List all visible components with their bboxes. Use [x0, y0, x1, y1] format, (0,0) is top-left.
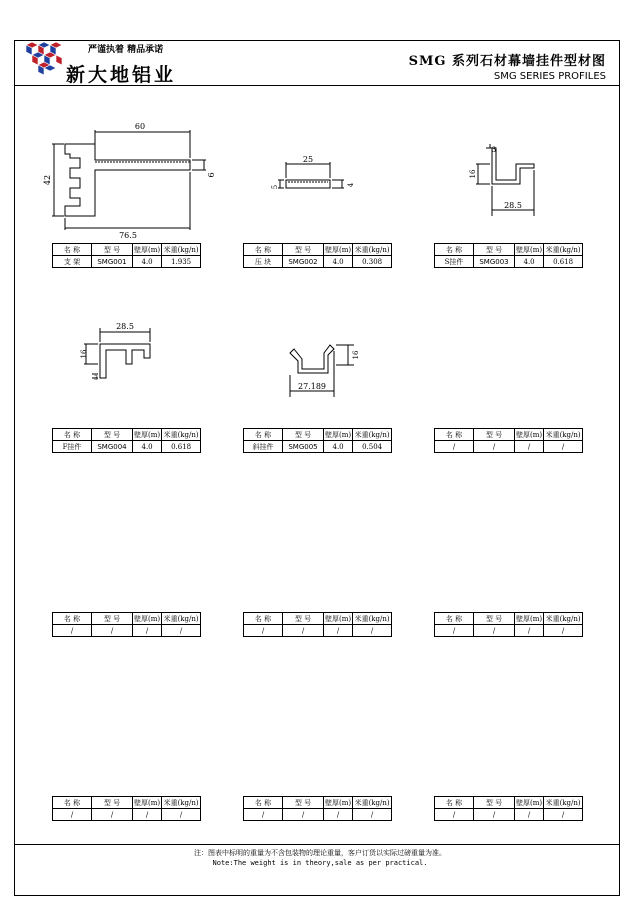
cell-model: / [283, 625, 324, 637]
header-weight: 米重(kg/n) [545, 245, 581, 254]
cell-name: 支 架 [53, 256, 92, 268]
cell-thickness: 4.0 [324, 441, 353, 453]
header-thickness: 壁厚(m) [516, 430, 543, 439]
spec-table-empty-12 [434, 796, 583, 821]
header-name: 名 称 [53, 613, 92, 625]
cell-model: SMG005 [283, 441, 324, 453]
header-name: 名 称 [435, 613, 474, 625]
header-weight: 米重(kg/n) [163, 614, 199, 623]
cell-name: 压 块 [244, 256, 283, 268]
cell-model: SMG001 [92, 256, 133, 268]
profile-drawing-smg002 [272, 152, 362, 207]
header-name: 名 称 [244, 613, 283, 625]
cell-weight: / [162, 625, 201, 637]
cell-model: / [92, 625, 133, 637]
cell-thickness: / [515, 441, 544, 453]
dim-height: 42 [43, 174, 52, 186]
spec-table-empty-10 [52, 796, 201, 821]
dim-height: 16 [352, 350, 360, 360]
spec-table-empty-8 [243, 612, 392, 637]
header-weight: 米重(kg/n) [354, 245, 390, 254]
cell-weight: / [544, 441, 583, 453]
header-model: 型 号 [283, 613, 324, 625]
spec-table-smg004 [52, 428, 201, 453]
dim-thickness: 4 [347, 182, 355, 188]
header-model: 型 号 [283, 429, 324, 441]
company-slogan: 严谨执着 精品承诺 [88, 45, 164, 55]
cell-thickness: / [515, 625, 544, 637]
header-name: 名 称 [244, 429, 283, 441]
spec-table-empty-9 [434, 612, 583, 637]
profile-drawing-smg005 [284, 335, 374, 405]
dim-thickness: 3 [491, 146, 497, 154]
spec-table-smg001 [52, 243, 201, 268]
header-model: 型 号 [474, 244, 515, 256]
spec-table-smg005 [243, 428, 392, 453]
header-thickness: 壁厚(m) [516, 614, 543, 623]
header-name: 名 称 [244, 797, 283, 809]
cell-weight: / [162, 809, 201, 821]
header-name: 名 称 [244, 244, 283, 256]
cell-name: / [53, 809, 92, 821]
dim-width: 28.5 [116, 322, 134, 331]
spec-table-smg002 [243, 243, 392, 268]
dim-width: 27.189 [298, 382, 326, 391]
dim-height: 5 [271, 184, 279, 190]
cell-name: / [53, 625, 92, 637]
dim-thickness: 6 [207, 172, 216, 178]
header-weight: 米重(kg/n) [354, 430, 390, 439]
cell-name: F挂件 [53, 441, 92, 453]
cell-thickness: 4.0 [515, 256, 544, 268]
cell-name: / [435, 625, 474, 637]
cell-thickness: / [133, 809, 162, 821]
header-name: 名 称 [53, 244, 92, 256]
header-model: 型 号 [92, 244, 133, 256]
cell-name: / [244, 809, 283, 821]
header-thickness: 壁厚(m) [516, 798, 543, 807]
header-model: 型 号 [92, 797, 133, 809]
header-model: 型 号 [474, 429, 515, 441]
dim-width: 25 [302, 155, 314, 164]
cell-model: SMG004 [92, 441, 133, 453]
cell-weight: 0.618 [544, 256, 583, 268]
cell-thickness: 4.0 [133, 256, 162, 268]
header-weight: 米重(kg/n) [163, 430, 199, 439]
cell-thickness: / [324, 625, 353, 637]
header-thickness: 壁厚(m) [325, 614, 352, 623]
company-logo [26, 42, 66, 76]
cell-weight: 0.504 [353, 441, 392, 453]
profile-drawing-smg001 [40, 118, 220, 243]
cell-thickness: 4.0 [324, 256, 353, 268]
cell-thickness: / [515, 809, 544, 821]
cell-weight: 1.935 [162, 256, 201, 268]
cell-model: SMG002 [283, 256, 324, 268]
header-weight: 米重(kg/n) [545, 798, 581, 807]
header-model: 型 号 [283, 244, 324, 256]
dim-width: 60 [134, 122, 146, 131]
spec-table-empty-7 [52, 612, 201, 637]
header-name: 名 称 [53, 797, 92, 809]
header-thickness: 壁厚(m) [134, 614, 161, 623]
spec-table-empty-11 [243, 796, 392, 821]
cell-model: / [92, 809, 133, 821]
page-title: SMG 系列石材幕墙挂件型材图 [408, 54, 606, 69]
dim-thickness: 3 [94, 375, 98, 382]
profile-drawing-smg003 [462, 140, 552, 220]
footer-note-cn: 注：图表中标明的重量为不含包装物的理论重量，客户订货以实际过磅重量为准。 [194, 849, 446, 857]
header-thickness: 壁厚(m) [134, 245, 161, 254]
header-name: 名 称 [435, 244, 474, 256]
spec-table-empty-6 [434, 428, 583, 453]
header-thickness: 壁厚(m) [516, 245, 543, 254]
cell-name: S挂件 [435, 256, 474, 268]
header-thickness: 壁厚(m) [325, 430, 352, 439]
header-weight: 米重(kg/n) [354, 614, 390, 623]
cell-weight: / [353, 809, 392, 821]
profile-drawing-smg004 [78, 318, 168, 393]
header-name: 名 称 [53, 429, 92, 441]
header-name: 名 称 [435, 797, 474, 809]
dim-height: 16 [469, 169, 477, 179]
cell-thickness: / [133, 625, 162, 637]
header-model: 型 号 [92, 613, 133, 625]
footer-note-en: Note:The weight is in theory,sale as per practical. [212, 859, 428, 867]
cell-name: / [435, 809, 474, 821]
cell-name: 斜挂件 [244, 441, 283, 453]
cell-model: / [474, 441, 515, 453]
cell-weight: / [544, 809, 583, 821]
header-weight: 米重(kg/n) [163, 798, 199, 807]
cell-model: / [474, 809, 515, 821]
cell-weight: 0.618 [162, 441, 201, 453]
dim-width: 28.5 [504, 201, 522, 210]
header-thickness: 壁厚(m) [134, 798, 161, 807]
company-name: 新大地铝业 [66, 64, 177, 86]
cell-weight: / [353, 625, 392, 637]
header-weight: 米重(kg/n) [545, 614, 581, 623]
cell-name: / [244, 625, 283, 637]
header-model: 型 号 [474, 797, 515, 809]
dim-height: 16 [80, 349, 88, 359]
header-name: 名 称 [435, 429, 474, 441]
cell-model: SMG003 [474, 256, 515, 268]
header-weight: 米重(kg/n) [163, 245, 199, 254]
header-weight: 米重(kg/n) [545, 430, 581, 439]
cell-weight: / [544, 625, 583, 637]
header-thickness: 壁厚(m) [325, 245, 352, 254]
cell-name: / [435, 441, 474, 453]
cell-thickness: 4.0 [133, 441, 162, 453]
header-model: 型 号 [474, 613, 515, 625]
header-thickness: 壁厚(m) [134, 430, 161, 439]
header-model: 型 号 [283, 797, 324, 809]
footer-divider [14, 844, 620, 845]
header-weight: 米重(kg/n) [354, 798, 390, 807]
cell-weight: 0.308 [353, 256, 392, 268]
cell-thickness: / [324, 809, 353, 821]
cell-model: / [283, 809, 324, 821]
page-subtitle: SMG SERIES PROFILES [493, 71, 606, 82]
cell-model: / [474, 625, 515, 637]
dim-length: 76.5 [119, 231, 137, 240]
header-model: 型 号 [92, 429, 133, 441]
header-thickness: 壁厚(m) [325, 798, 352, 807]
spec-table-smg003 [434, 243, 583, 268]
